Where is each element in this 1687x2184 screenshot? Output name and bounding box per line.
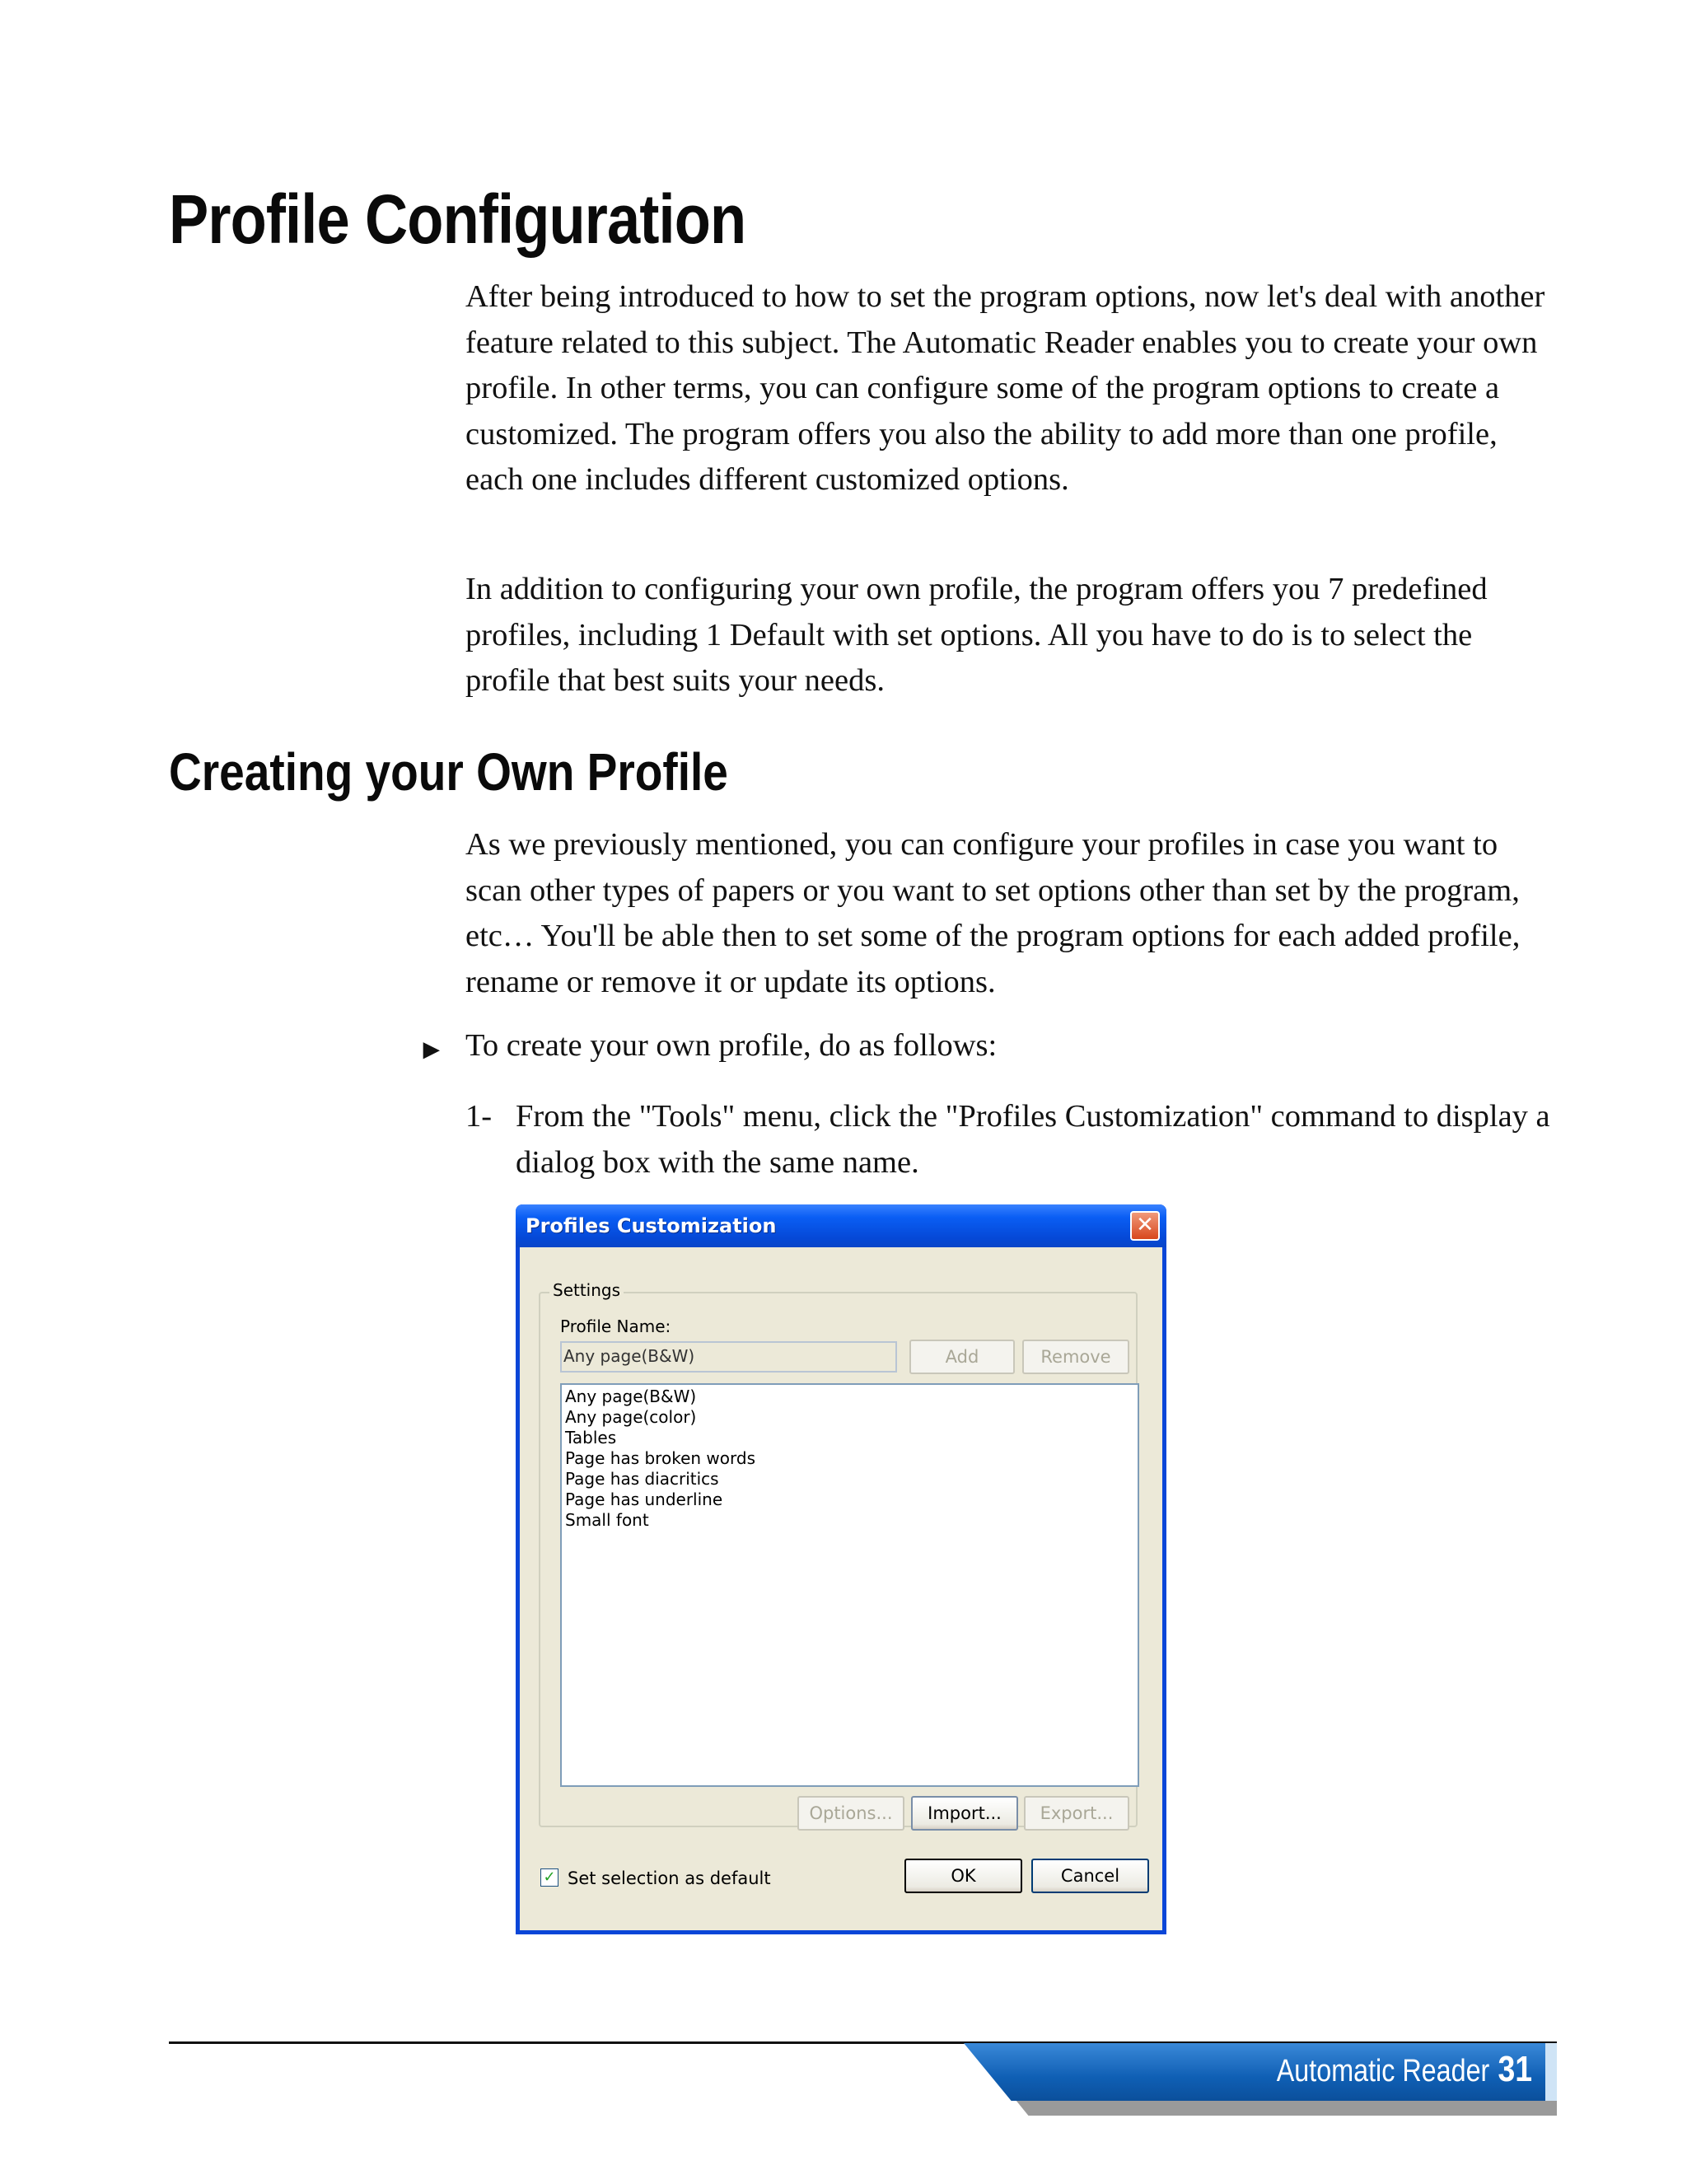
list-item[interactable]: Tables <box>565 1428 617 1447</box>
remove-button[interactable]: Remove <box>1022 1340 1129 1374</box>
bullet-text: To create your own profile, do as follows: <box>465 1028 998 1063</box>
set-default-label[interactable]: Set selection as default <box>568 1868 771 1888</box>
section-heading: Creating your Own Profile <box>169 742 728 802</box>
page-number: 31 <box>1498 2049 1532 2089</box>
settings-group-label: Settings <box>549 1280 624 1300</box>
dialog-titlebar[interactable] <box>516 1204 1166 1247</box>
intro-paragraph-1: After being introduced to how to set the program options, now let's deal with another feature related to this subject. The Automatic Reader enables you to create your own profile. In other terms, you can configure some of the program options to create a customized. The program offers you also the ability to add more than one profile, each one includes different customized options. <box>465 279 1545 497</box>
step-number: 1- <box>465 1099 493 1134</box>
profiles-customization-dialog <box>516 1204 1166 1934</box>
profile-name-input[interactable]: Any page(B&W) <box>560 1341 897 1373</box>
ok-button[interactable]: OK <box>904 1859 1022 1893</box>
footer-tab-edge <box>1545 2043 1557 2101</box>
list-item[interactable]: Any page(B&W) <box>565 1387 697 1406</box>
list-item[interactable]: Any page(color) <box>565 1407 697 1427</box>
footer-title: Automatic Reader <box>1276 2054 1490 2088</box>
profile-name-label: Profile Name: <box>560 1316 671 1336</box>
import-button[interactable]: Import... <box>911 1796 1018 1831</box>
section-paragraph: As we previously mentioned, you can configure your profiles in case you want to scan other types of papers or you want to set options other than set by the program, etc… You'll be able then to set some of the program options for each added profile, rename or remove it or update its options. <box>465 827 1521 999</box>
add-button[interactable]: Add <box>909 1340 1015 1374</box>
list-item[interactable]: Page has broken words <box>565 1448 755 1468</box>
step-text: From the "Tools" menu, click the "Profiles Customization" command to display a dialog box with the same name. <box>516 1099 1550 1180</box>
list-item[interactable]: Small font <box>565 1510 649 1530</box>
set-default-checkbox[interactable]: ✓ <box>540 1868 558 1887</box>
export-button[interactable]: Export... <box>1024 1796 1129 1831</box>
cancel-button[interactable]: Cancel <box>1031 1859 1149 1893</box>
dialog-client-area <box>520 1247 1162 1930</box>
intro-paragraph-2: In addition to configuring your own profile, the program offers you 7 predefined profiles, including 1 Default with set options. All you have to do is to select the profile that best suits your needs. <box>465 572 1488 698</box>
bullet-arrow-icon: ► <box>418 1035 446 1065</box>
close-icon[interactable]: ✕ <box>1130 1211 1160 1241</box>
page-title: Profile Configuration <box>169 180 746 258</box>
options-button[interactable]: Options... <box>797 1796 904 1831</box>
step-item <box>465 1094 1561 1186</box>
list-item[interactable]: Page has underline <box>565 1490 723 1509</box>
list-item[interactable]: Page has diacritics <box>565 1469 719 1489</box>
profiles-list[interactable] <box>560 1383 1139 1787</box>
footer-label <box>1277 2049 1532 2090</box>
dialog-title: Profiles Customization <box>526 1214 777 1237</box>
